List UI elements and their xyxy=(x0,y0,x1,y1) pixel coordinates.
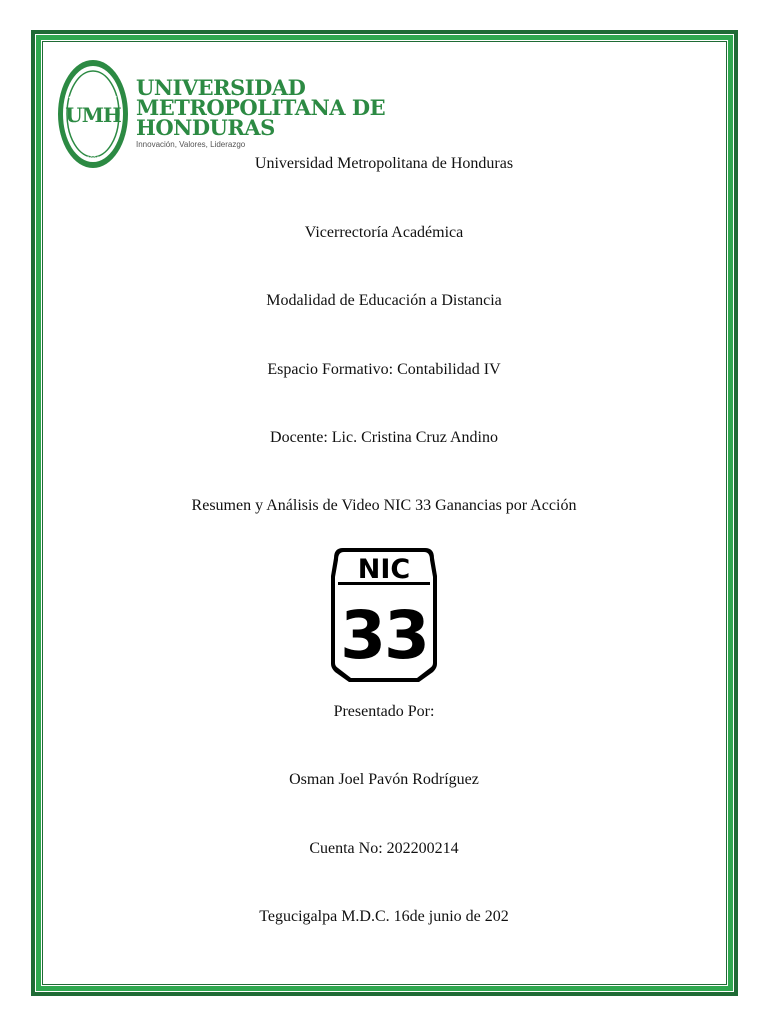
university-seal-icon xyxy=(56,58,132,170)
account-number: Cuenta No: 202200214 xyxy=(309,840,459,857)
document-title: Resumen y Análisis de Video NIC 33 Ganancias por Acción xyxy=(191,497,577,514)
teacher-name: Docente: Lic. Cristina Cruz Andino xyxy=(270,429,498,446)
place-and-date: Tegucigalpa M.D.C. 16de junio de 202 xyxy=(259,908,509,925)
sign-number: 33 xyxy=(340,597,428,674)
sign-label: NIC xyxy=(357,554,411,585)
vice-rectorate: Vicerrectoría Académica xyxy=(304,224,464,241)
student-name: Osman Joel Pavón Rodríguez xyxy=(289,771,479,788)
modality: Modalidad de Educación a Distancia xyxy=(266,292,502,309)
presented-by-label: Presentado Por: xyxy=(333,703,435,720)
seal-abbreviation: UMH xyxy=(65,103,121,127)
wordmark-tagline: Innovación, Valores, Liderazgo xyxy=(136,140,246,149)
university-name: Universidad Metropolitana de Honduras xyxy=(254,155,514,172)
wordmark-line-1: UNIVERSIDAD xyxy=(136,75,306,100)
wordmark-line-2: METROPOLITANA DE xyxy=(136,95,386,120)
nic-33-sign-icon xyxy=(329,546,439,684)
course-name: Espacio Formativo: Contabilidad IV xyxy=(267,361,501,378)
university-wordmark xyxy=(136,75,386,149)
wordmark-line-3: HONDURAS xyxy=(136,115,275,140)
seal-year: 2002 xyxy=(86,157,100,163)
